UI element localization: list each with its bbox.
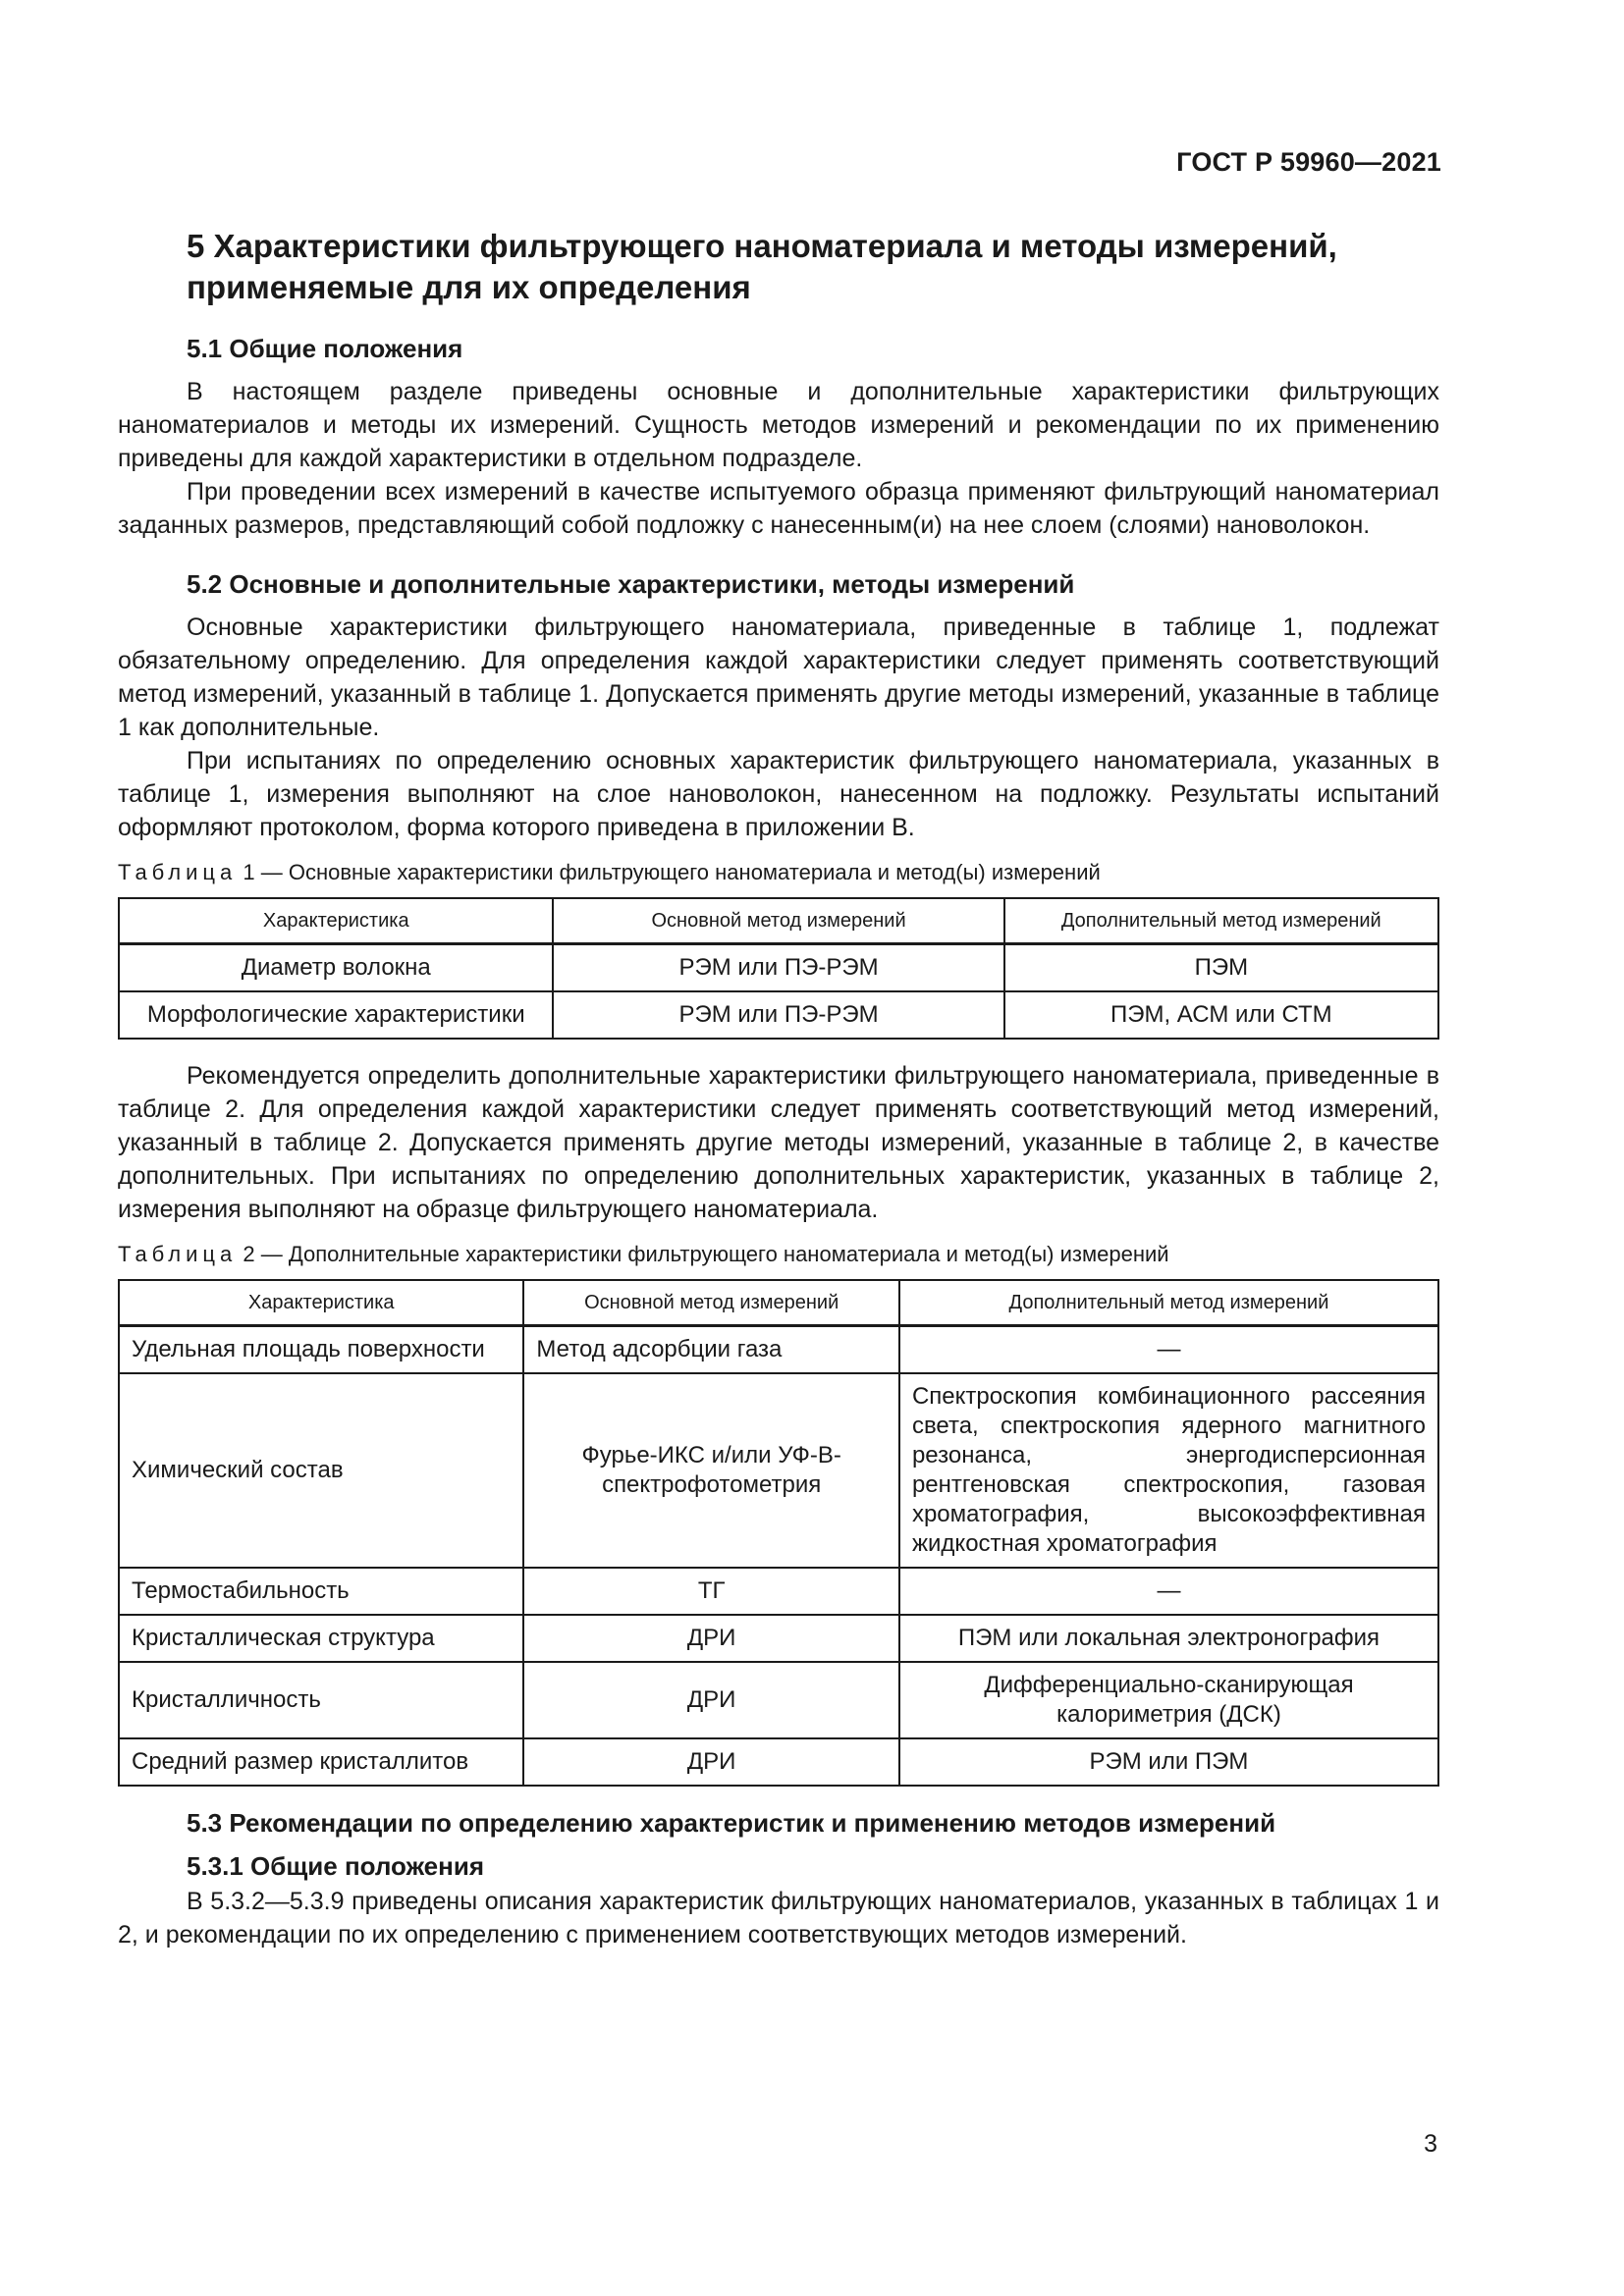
table-cell: Удельная площадь поверхности: [119, 1326, 523, 1374]
section-5-3-1-title: 5.3.1 Общие положения: [187, 1851, 484, 1881]
section-5-2-paragraph-3: Рекомендуется определить дополнительные характеристики фильтрующего наноматериала, приведенные в таблице 2. Для определения каждой характеристики следует применять соответствующий метод измерений, указанный в таблице 2. Допускается применять другие методы измерений, указанные в таблице 2, в качестве дополнительных. При испытаниях по определению дополнительных характеристик, указанных в таблице 2, измерения выполняют на образце фильтрующего наноматериала.: [118, 1062, 1439, 1223]
table-cell: ПЭМ: [1004, 944, 1438, 992]
table-cell: —: [899, 1326, 1438, 1374]
page-number: 3: [1424, 2130, 1437, 2158]
table-1-caption-word: Таблица: [118, 860, 238, 884]
table-cell: —: [899, 1568, 1438, 1615]
section-5-title-line2: применяемые для их определения: [187, 269, 751, 305]
table-cell: ПЭМ, АСМ или СТМ: [1004, 991, 1438, 1039]
table-cell: Химический состав: [119, 1373, 523, 1568]
table-cell: ДРИ: [523, 1615, 899, 1662]
table-1-header-cell: Характеристика: [119, 898, 553, 944]
table-cell: ПЭМ или локальная электронография: [899, 1615, 1438, 1662]
section-5-2-title: 5.2 Основные и дополнительные характеристики, методы измерений: [187, 569, 1075, 599]
section-5-1-paragraph-2: При проведении всех измерений в качестве испытуемого образца применяют фильтрующий наноматериал заданных размеров, представляющий собой подложку с нанесенным(и) на нее слоем (слоями) нановолокон.: [118, 478, 1439, 539]
table-2-caption: [118, 1240, 1439, 1269]
table-1-header-cell: Основной метод измерений: [553, 898, 1003, 944]
table-row: [119, 944, 1438, 992]
table-row: [119, 991, 1438, 1039]
section-5-2-paragraph-1: Основные характеристики фильтрующего наноматериала, приведенные в таблице 1, подлежат обязательному определению. Для определения каждой характеристики следует применять соответствующий метод измерений, указанный в таблице 1. Допускается применять другие методы измерений, указанные в таблице 1 как дополнительные.: [118, 614, 1439, 741]
table-cell: РЭМ или ПЭ-РЭМ: [553, 991, 1003, 1039]
table-cell: Спектроскопия комбинационного рассеяния света, спектроскопия ядерного магнитного резонанса, энергодисперсионная рентгеновская спектроскопия, газовая хроматография, высокоэффективная жидкостная хроматография: [899, 1373, 1438, 1568]
table-cell: Фурье-ИКС и/или УФ-В-спектрофотометрия: [523, 1373, 899, 1568]
section-5-3-1-paragraph-1: В 5.3.2—5.3.9 приведены описания характеристик фильтрующих наноматериалов, указанных в таблицах 1 и 2, и рекомендации по их определению с применением соответствующих методов измерений.: [118, 1888, 1439, 1949]
table-2-caption-word: Таблица: [118, 1242, 238, 1266]
table-cell: ДРИ: [523, 1738, 899, 1786]
table-2-header-cell: Дополнительный метод измерений: [899, 1280, 1438, 1326]
table-row: [119, 1326, 1438, 1374]
table-cell: Дифференциально-сканирующая калориметрия (ДСК): [899, 1662, 1438, 1738]
table-cell: ДРИ: [523, 1662, 899, 1738]
table-cell: РЭМ или ПЭ-РЭМ: [553, 944, 1003, 992]
table-cell: Термостабильность: [119, 1568, 523, 1615]
table-2-header-cell: Основной метод измерений: [523, 1280, 899, 1326]
table-1-header-cell: Дополнительный метод измерений: [1004, 898, 1438, 944]
table-cell: Средний размер кристаллитов: [119, 1738, 523, 1786]
section-5-2-paragraph-2: При испытаниях по определению основных характеристик фильтрующего наноматериала, указанных в таблице 1, измерения выполняют на слое нановолокон, нанесенном на подложку. Результаты испытаний оформляют протоколом, форма которого приведена в приложении В.: [118, 747, 1439, 841]
table-row: [119, 1568, 1438, 1615]
table-row: [119, 1373, 1438, 1568]
table-1-caption: [118, 858, 1439, 887]
table-cell: Кристалличность: [119, 1662, 523, 1738]
table-cell: Морфологические характеристики: [119, 991, 553, 1039]
table-2: [118, 1279, 1439, 1787]
table-cell: Диаметр волокна: [119, 944, 553, 992]
section-5-1-paragraph-1: В настоящем разделе приведены основные и дополнительные характеристики фильтрующих наноматериалов и методы их измерений. Сущность методов измерений и рекомендации по их применению приведены для каждой характеристики в отдельном подразделе.: [118, 378, 1439, 472]
section-5-3-title: 5.3 Рекомендации по определению характеристик и применению методов измерений: [187, 1808, 1276, 1838]
document-id: ГОСТ Р 59960—2021: [1176, 147, 1441, 177]
page-content: [118, 226, 1439, 1951]
table-cell: РЭМ или ПЭМ: [899, 1738, 1438, 1786]
section-5-1-title: 5.1 Общие положения: [187, 334, 463, 363]
table-1-caption-text: 1 — Основные характеристики фильтрующего наноматериала и метод(ы) измерений: [237, 860, 1101, 884]
table-1: [118, 897, 1439, 1040]
section-5-title: [187, 226, 1439, 308]
table-cell: Метод адсорбции газа: [523, 1326, 899, 1374]
table-row: [119, 1615, 1438, 1662]
table-2-header-row: [119, 1280, 1438, 1326]
table-2-header-cell: Характеристика: [119, 1280, 523, 1326]
table-row: [119, 1662, 1438, 1738]
table-1-header-row: [119, 898, 1438, 944]
table-cell: Кристаллическая структура: [119, 1615, 523, 1662]
section-5-title-line1: 5 Характеристики фильтрующего наноматериала и методы измерений,: [187, 228, 1337, 264]
table-cell: ТГ: [523, 1568, 899, 1615]
table-2-caption-text: 2 — Дополнительные характеристики фильтрующего наноматериала и метод(ы) измерений: [237, 1242, 1169, 1266]
table-row: [119, 1738, 1438, 1786]
